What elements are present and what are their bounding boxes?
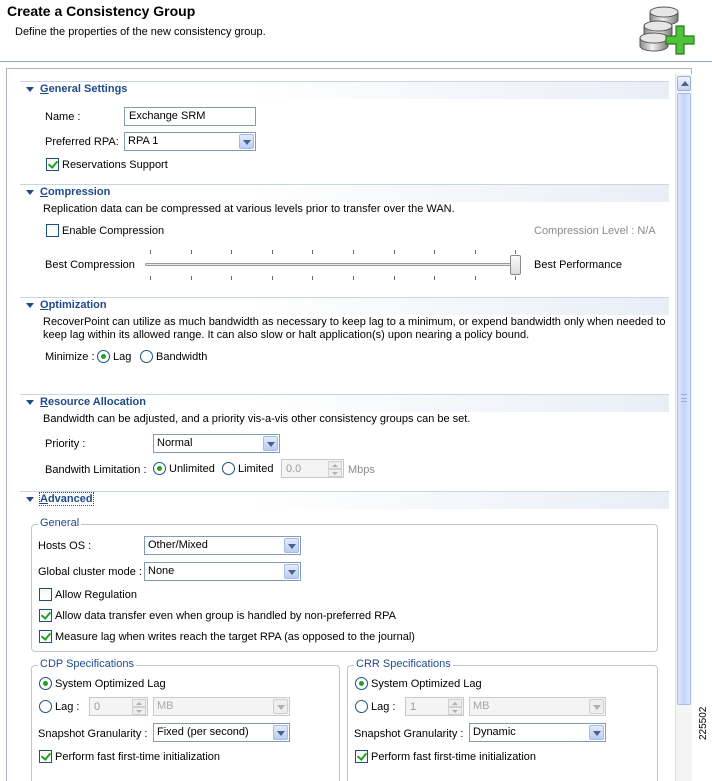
reservations-label: Reservations Support	[62, 159, 168, 171]
select-value: RPA 1	[128, 135, 159, 147]
slider-tick	[272, 250, 273, 254]
select-value: None	[148, 565, 175, 577]
slider-tick	[150, 276, 151, 280]
minimize-bandwidth-radio[interactable]	[140, 350, 153, 363]
measure-lag-checkbox[interactable]	[39, 630, 52, 643]
crr-system-lag-label: System Optimized Lag	[371, 678, 482, 690]
slider-tick	[394, 250, 395, 254]
cdp-group-label: CDP Specifications	[40, 658, 134, 670]
select-value: MB	[473, 700, 490, 712]
compression-slider-track[interactable]	[145, 263, 520, 266]
cdp-lag-radio[interactable]	[39, 700, 52, 713]
enable-compression-label: Enable Compression	[62, 225, 165, 237]
select-value: Other/Mixed	[148, 539, 208, 551]
select-value: Normal	[157, 437, 193, 449]
cdp-granularity-select[interactable]	[153, 723, 290, 742]
section-title: Resource Allocation	[40, 396, 146, 408]
unlimited-radio[interactable]	[153, 462, 166, 475]
allow-regulation-checkbox[interactable]	[39, 588, 52, 601]
crr-lag-radio[interactable]	[355, 700, 368, 713]
slider-tick	[191, 276, 192, 280]
slider-tick	[191, 250, 192, 254]
section-title: Compression	[40, 186, 111, 198]
crr-lag-spinner[interactable]	[405, 697, 464, 716]
section-title: General Settings	[40, 83, 128, 95]
scrollbar-grip-icon	[681, 394, 687, 402]
chevron-down-icon[interactable]	[589, 725, 604, 740]
select-value: Dynamic	[473, 726, 516, 738]
section-title: Advanced	[40, 493, 93, 505]
slider-tick	[475, 276, 476, 280]
chevron-down-icon[interactable]	[273, 725, 288, 740]
bandwidth-limit-spinner[interactable]	[281, 459, 344, 478]
cdp-fast-init-checkbox[interactable]	[39, 750, 52, 763]
spinner-down-icon[interactable]	[132, 707, 146, 715]
section-optimization[interactable]	[20, 297, 669, 315]
chevron-down-icon[interactable]	[284, 538, 299, 553]
slider-tick	[272, 276, 273, 280]
preferred-rpa-label: Preferred RPA:	[45, 136, 119, 148]
compression-slider-thumb[interactable]	[510, 255, 521, 275]
collapse-triangle-icon	[26, 190, 34, 195]
crr-system-lag-radio[interactable]	[355, 677, 368, 690]
spinner-value: 0.0	[286, 463, 302, 475]
crr-fast-init-checkbox[interactable]	[355, 750, 368, 763]
spinner-value: 1	[410, 701, 417, 713]
select-value: Fixed (per second)	[157, 726, 249, 738]
priority-label: Priority :	[45, 438, 86, 450]
figure-id: 225502	[698, 706, 709, 740]
slider-tick	[434, 250, 435, 254]
section-general-settings[interactable]	[20, 81, 669, 99]
crr-group-label: CRR Specifications	[356, 658, 451, 670]
chevron-down-icon[interactable]	[239, 134, 254, 149]
crr-fast-init-label: Perform fast first-time initialization	[371, 751, 537, 763]
hosts-os-label: Hosts OS :	[38, 540, 92, 552]
reservations-checkbox[interactable]	[46, 158, 59, 171]
best-performance-label: Best Performance	[534, 259, 623, 271]
scroll-up-icon[interactable]	[677, 76, 691, 91]
advanced-general-group-label: General	[40, 517, 80, 529]
slider-tick	[394, 276, 395, 280]
allow-transfer-checkbox[interactable]	[39, 609, 52, 622]
section-resource-allocation[interactable]	[20, 394, 669, 412]
select-value: MB	[157, 700, 174, 712]
cdp-granularity-label: Snapshot Granularity :	[38, 728, 148, 740]
bandwidth-limitation-label: Bandwith Limitation :	[45, 464, 147, 476]
optimization-description-line2: keep lag within its allowed range. It can also slow or halt application(s) upon nearing a policy bound.	[43, 329, 530, 341]
spinner-up-icon[interactable]	[328, 461, 342, 469]
dialog-subtitle: Define the properties of the new consistency group.	[15, 26, 266, 38]
section-compression[interactable]	[20, 184, 669, 202]
hosts-os-select[interactable]	[144, 536, 301, 555]
chevron-down-icon[interactable]	[589, 699, 604, 714]
collapse-triangle-icon	[26, 303, 34, 308]
slider-tick	[434, 276, 435, 280]
compression-level-label: Compression Level : N/A	[534, 225, 656, 237]
slider-tick	[515, 250, 516, 254]
bandwidth-unit: Mbps	[348, 464, 375, 476]
chevron-down-icon[interactable]	[263, 436, 278, 451]
cdp-lag-unit-select[interactable]	[153, 697, 290, 716]
crr-lag-unit-select[interactable]	[469, 697, 606, 716]
spinner-value: 0	[94, 701, 101, 713]
section-title: Optimization	[40, 299, 107, 311]
chevron-down-icon[interactable]	[273, 699, 288, 714]
slider-tick	[353, 276, 354, 280]
cdp-system-lag-radio[interactable]	[39, 677, 52, 690]
slider-tick	[150, 250, 151, 254]
optimization-description-line1: RecoverPoint can utilize as much bandwidth as necessary to keep lag to a minimum, or expend bandwidth only when needed to	[43, 316, 666, 328]
best-compression-label: Best Compression	[45, 259, 135, 271]
global-cluster-mode-label: Global cluster mode :	[38, 566, 142, 578]
collapse-triangle-icon	[26, 400, 34, 405]
crr-granularity-select[interactable]	[469, 723, 606, 742]
preferred-rpa-select[interactable]	[124, 132, 256, 151]
compression-description: Replication data can be compressed at various levels prior to transfer over the WAN.	[43, 203, 455, 215]
collapse-triangle-icon	[26, 87, 34, 92]
slider-tick	[353, 250, 354, 254]
allow-regulation-label: Allow Regulation	[55, 589, 137, 601]
slider-tick	[231, 250, 232, 254]
cdp-lag-label: Lag :	[55, 701, 80, 713]
minimize-label: Minimize :	[45, 351, 95, 363]
limited-radio[interactable]	[222, 462, 235, 475]
crr-lag-label: Lag :	[371, 701, 396, 713]
minimize-lag-label: Lag	[113, 351, 132, 363]
slider-tick	[312, 276, 313, 280]
allow-transfer-label: Allow data transfer even when group is handled by non-preferred RPA	[55, 610, 396, 622]
section-advanced[interactable]	[20, 491, 669, 509]
slider-tick	[515, 276, 516, 280]
database-add-icon	[636, 2, 700, 60]
limited-label: Limited	[238, 463, 274, 475]
resource-description: Bandwidth can be adjusted, and a priority vis-a-vis other consistency groups can be set.	[43, 413, 471, 425]
name-label: Name :	[45, 111, 81, 123]
enable-compression-checkbox[interactable]	[46, 224, 59, 237]
minimize-lag-radio[interactable]	[97, 350, 110, 363]
spinner-down-icon[interactable]	[328, 469, 342, 477]
cdp-lag-spinner[interactable]	[89, 697, 148, 716]
global-cluster-mode-select[interactable]	[144, 562, 301, 581]
chevron-down-icon[interactable]	[284, 564, 299, 579]
spinner-down-icon[interactable]	[448, 707, 462, 715]
dialog-title: Create a Consistency Group	[7, 3, 196, 19]
cdp-system-lag-label: System Optimized Lag	[55, 678, 166, 690]
cdp-fast-init-label: Perform fast first-time initialization	[55, 751, 221, 763]
unlimited-label: Unlimited	[169, 463, 215, 475]
slider-tick	[231, 276, 232, 280]
measure-lag-label: Measure lag when writes reach the target RPA (as opposed to the journal)	[55, 631, 415, 643]
slider-tick	[312, 250, 313, 254]
minimize-bandwidth-label: Bandwidth	[156, 351, 208, 363]
dialog-header	[0, 0, 712, 62]
crr-granularity-label: Snapshot Granularity :	[354, 728, 464, 740]
spinner-up-icon[interactable]	[448, 699, 462, 707]
priority-select[interactable]	[153, 434, 280, 453]
spinner-up-icon[interactable]	[132, 699, 146, 707]
name-input[interactable]: Exchange SRM	[124, 107, 256, 126]
slider-tick	[475, 250, 476, 254]
collapse-triangle-icon	[26, 497, 34, 502]
